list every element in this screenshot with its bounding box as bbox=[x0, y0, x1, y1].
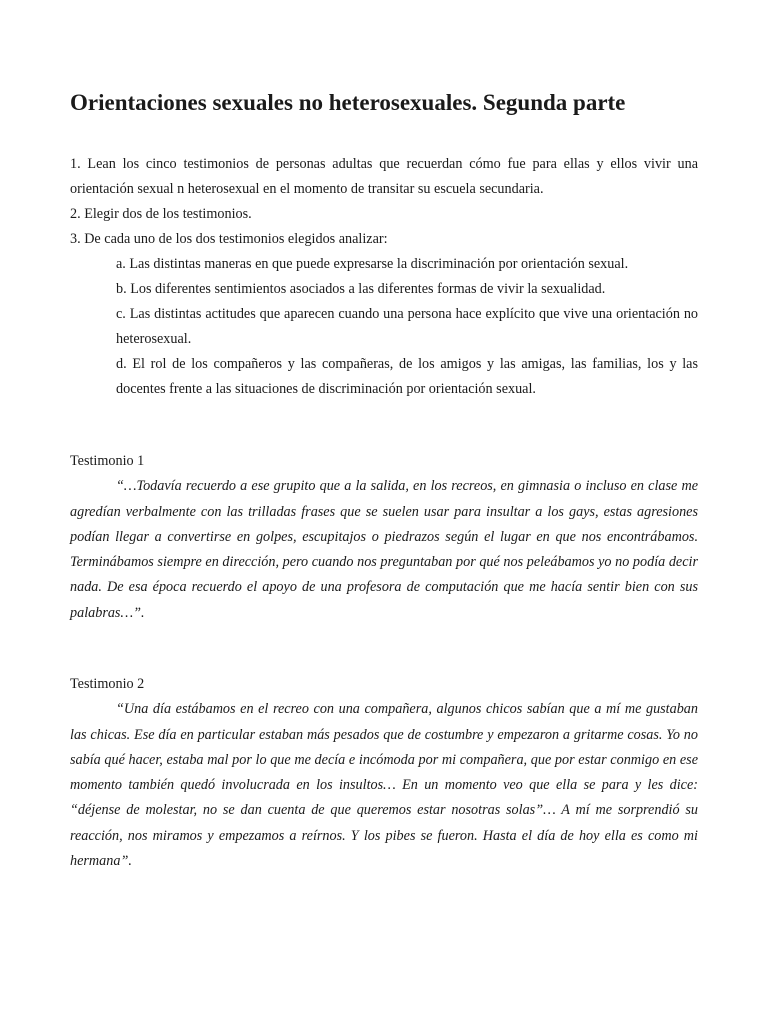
testimony-1-title: Testimonio 1 bbox=[70, 453, 145, 469]
instruction-subitem-d: d. El rol de los compañeros y las compañeras, de los amigos y las amigas, las familias, los y las docentes frente a las situaciones de discriminación por orientación sexual. bbox=[116, 356, 698, 397]
instruction-subitem-a: a. Las distintas maneras en que puede expresarse la discriminación por orientación sexual. bbox=[116, 256, 629, 272]
instructions-list bbox=[70, 152, 698, 402]
instruction-item-2: 2. Elegir dos de los testimonios. bbox=[70, 206, 252, 222]
testimony-2 bbox=[70, 672, 698, 874]
instruction-item-1: 1. Lean los cinco testimonios de personas adultas que recuerdan cómo fue para ellas y ellos vivir una orientación sexual n heterosexual en el momento de transitar su escuela secundaria. bbox=[70, 156, 698, 197]
testimony-1 bbox=[70, 449, 698, 626]
testimony-1-text: “…Todavía recuerdo a ese grupito que a la salida, en los recreos, en gimnasia o incluso en clase me agredían verbalmente con las trilladas frases que se suelen usar para insultar a los gays, estas agresiones podían llegar a convertirse en golpes, escupitajos o piedrazos según el lugar en que nos encontrábamos. Terminábamos siempre en dirección, pero cuando nos preguntaban por qué nos peleábamos yo no podía decir nada. De esa época recuerdo el apoyo de una profesora de computación que me hacía sentir bien con sus palabras…”. bbox=[70, 478, 698, 621]
page-title: Orientaciones sexuales no heterosexuales. Segunda parte bbox=[70, 90, 626, 115]
testimony-2-title: Testimonio 2 bbox=[70, 676, 145, 692]
instruction-subitem-b: b. Los diferentes sentimientos asociados a las diferentes formas de vivir la sexualidad. bbox=[116, 281, 606, 297]
instruction-item-3: 3. De cada uno de los dos testimonios elegidos analizar: bbox=[70, 231, 388, 247]
testimony-2-text: “Una día estábamos en el recreo con una compañera, algunos chicos sabían que a mí me gustaban las chicas. Ese día en particular estaban más pesados que de costumbre y empezaron a gritarme cosas. Yo no sabía qué hacer, estaba mal por lo que me decía e incómoda por mi compañera, que por estar conmigo en ese momento también quedó involucrada en los insultos… En un momento veo que ella se para y les dice: “déjense de molestar, no se dan cuenta de que queremos estar nosotras solas”… A mí me sorprendió su reacción, nos miramos y empezamos a reírnos. Y los pibes se fueron. Hasta el día de hoy ella es como mi hermana”. bbox=[70, 701, 698, 870]
instruction-subitem-c: c. Las distintas actitudes que aparecen cuando una persona hace explícito que vive una orientación no heterosexual. bbox=[116, 306, 698, 347]
